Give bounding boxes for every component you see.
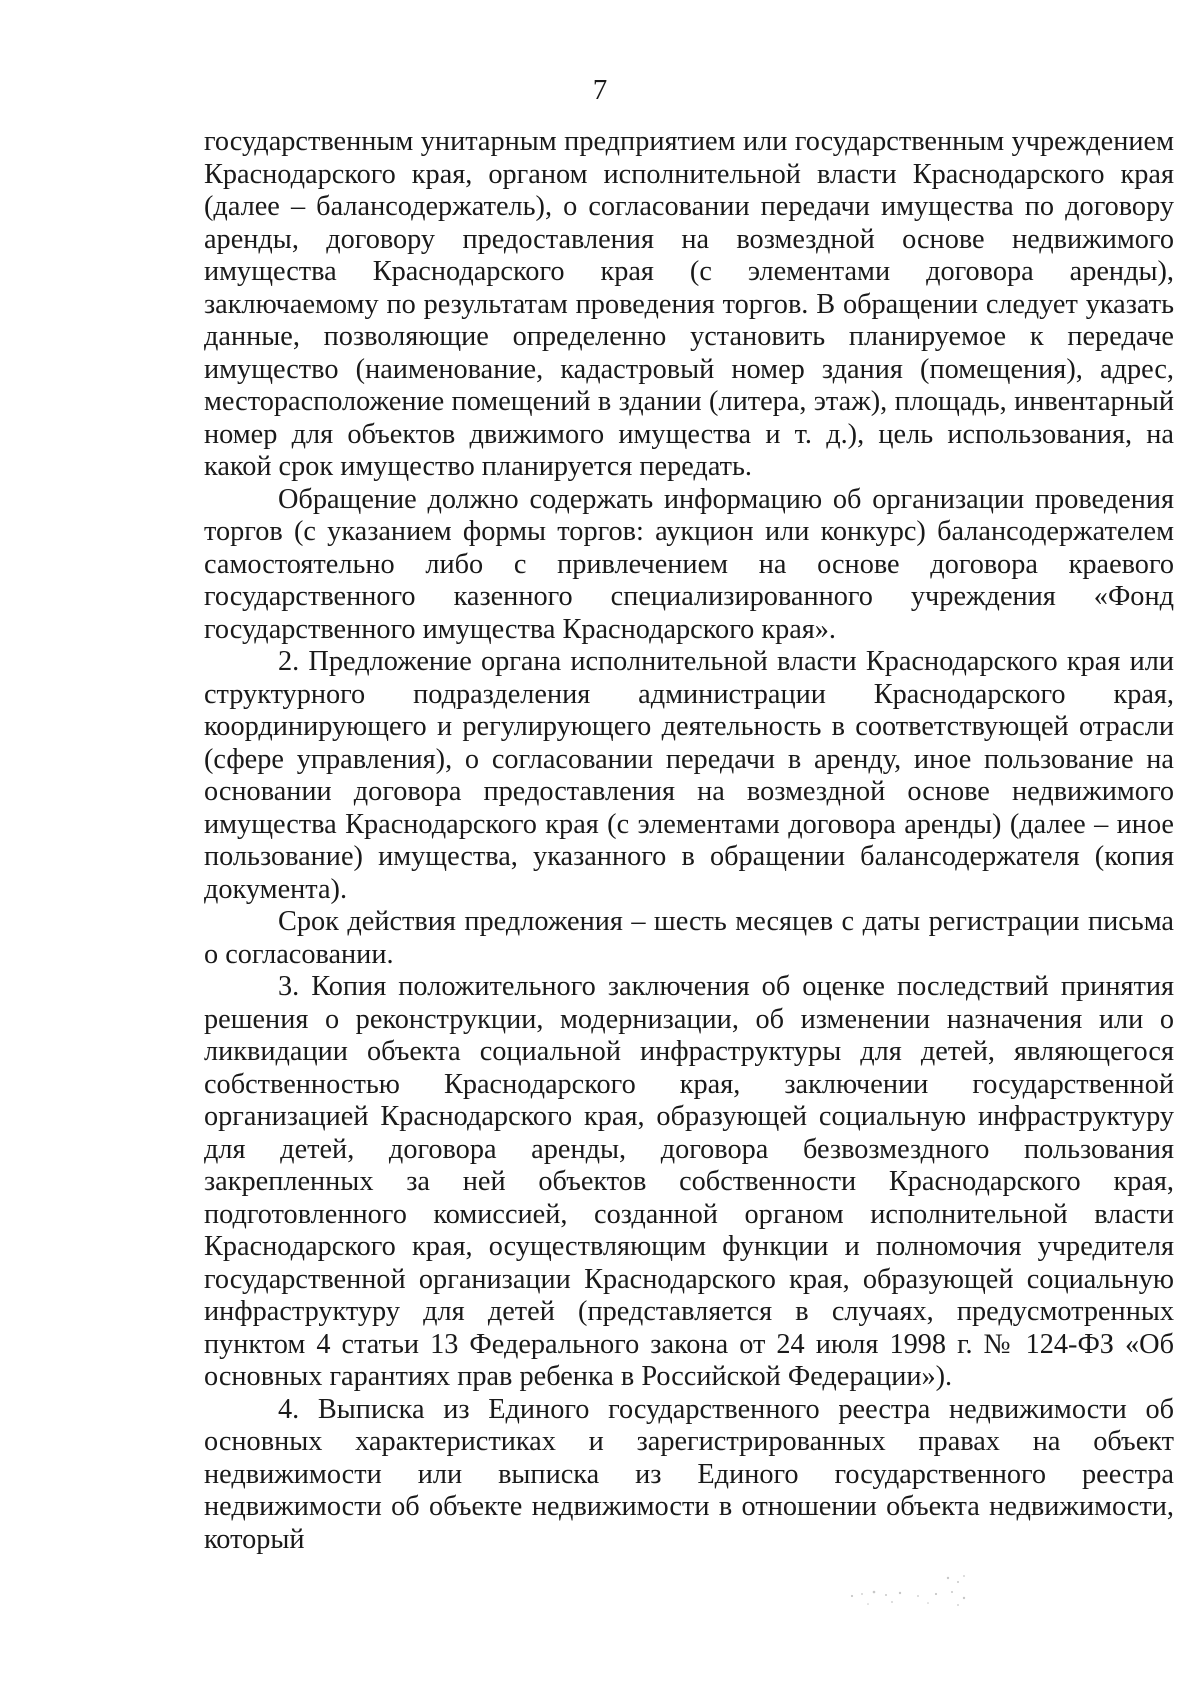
paragraph-item-3: 3. Копия положительного заключения об оценке последствий принятия решения о реконструкции, модернизации, об изменении назначения или о ликвидации объекта социальной инфраструктуры для детей, являющегося собственностью Краснодарского края, заключении государственной организацией Краснодарского края, образующей социальную инфраструктуру для детей, договора аренды, договора безвозмездного пользования закрепленных за ней объектов собственности Краснодарского края, подготовленного комиссией, созданной органом исполнительной власти Краснодарского края, осуществляющим функции и полномочия учредителя государственной организации Краснодарского края, образующей социальную инфраструктуру для детей (представляется в случаях, предусмотренных пунктом 4 статьи 13 Федерального закона от 24 июля 1998 г. № 124-ФЗ «Об основных гарантиях прав ребенка в Российской Федерации»). bbox=[204, 971, 1174, 1392]
page-number: 7 bbox=[592, 74, 608, 106]
paragraph-continuation: государственным унитарным предприятием или государственным учреждением Краснодарского края, органом исполнительной власти Краснодарского края (далее – балансодержатель), о согласовании передачи имущества по договору аренды, договору предоставления на возмездной основе недвижимого имущества Краснодарского края (с элементами договора аренды), заключаемому по результатам проведения торгов. В обращении следует указать данные, позволяющие определенно установить планируемое к передаче имущество (наименование, кадастровый номер здания (помещения), адрес, месторасположение помещений в здании (литера, этаж), площадь, инвентарный номер для объектов движимого имущества и т. д.), цель использования, на какой срок имущество планируется передать. bbox=[204, 126, 1174, 482]
paragraph-item-2: 2. Предложение органа исполнительной власти Краснодарского края или структурного подразделения администрации Краснодарского края, координирующего и регулирующего деятельность в соответствующей отрасли (сфере управления), о согласовании передачи в аренду, иное пользование на основании договора предоставления на возмездной основе недвижимого имущества Краснодарского края (с элементами договора аренды) (далее – иное пользование) имущества, указанного в обращении балансодержателя (копия документа). bbox=[204, 646, 1174, 905]
scan-noise-marks bbox=[840, 1572, 1070, 1612]
paragraph-item-4: 4. Выписка из Единого государственного реестра недвижимости об основных характеристиках и зарегистрированных правах на объект недвижимости или выписка из Единого государственного реестра недвижимости об объекте недвижимости в отношении объекта недвижимости, который bbox=[204, 1393, 1174, 1555]
paragraph-validity-period: Срок действия предложения – шесть месяцев с даты регистрации письма о согласовании. bbox=[204, 906, 1174, 970]
document-body bbox=[204, 126, 1174, 1556]
paragraph-appeal-content: Обращение должно содержать информацию об организации проведения торгов (с указанием формы торгов: аукцион или конкурс) балансодержателем самостоятельно либо с привлечением на основе договора краевого государственного казенного специализированного учреждения «Фонд государственного имущества Краснодарского края». bbox=[204, 483, 1174, 645]
